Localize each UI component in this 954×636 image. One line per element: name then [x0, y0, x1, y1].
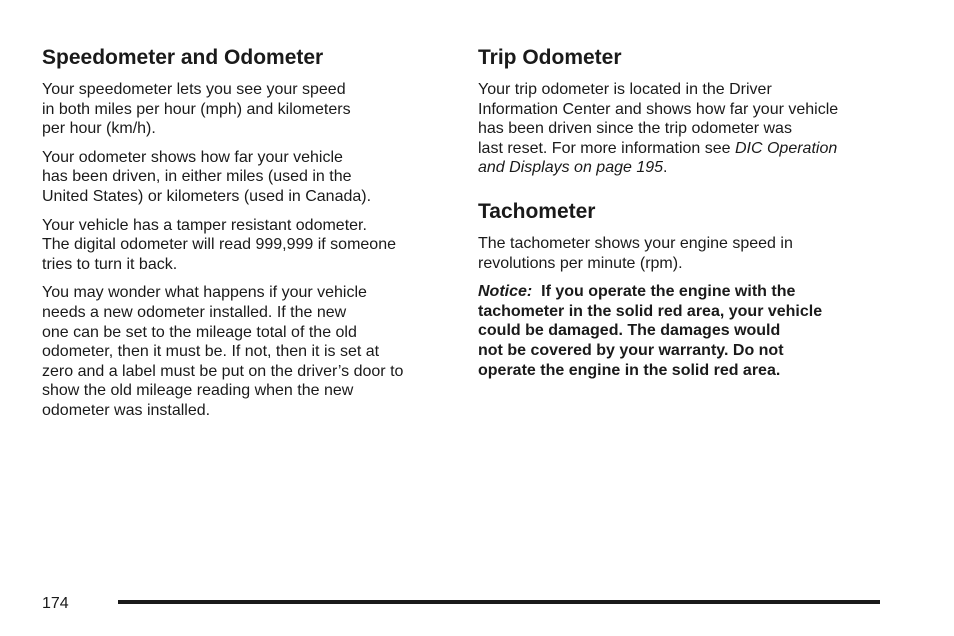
- notice-paragraph: [478, 282, 888, 380]
- speedometer-paragraph: [42, 80, 452, 139]
- text-line: Your trip odometer is located in the Driver: [478, 81, 772, 98]
- text-line: needs a new odometer installed. If the new: [42, 303, 347, 321]
- text-line: one can be set to the mileage total of the old: [42, 323, 357, 341]
- text-line: zero and a label must be put on the driver’s door to: [42, 362, 404, 380]
- footer-rule: [118, 600, 880, 604]
- left-column: [42, 44, 452, 430]
- odometer-paragraph: [42, 148, 452, 207]
- text-line: [478, 282, 888, 302]
- tachometer-heading: Tachometer: [478, 199, 596, 223]
- text-line: has been driven since the trip odometer was: [478, 120, 792, 138]
- text-line: The digital odometer will read 999,999 if someone: [42, 236, 396, 254]
- dic-reference-link: DIC Operation: [734, 139, 838, 157]
- text-line: [478, 158, 888, 178]
- text-line: Your vehicle has a tamper resistant odometer.: [42, 216, 367, 234]
- text-line: odometer, then it must be. If not, then it is set at: [42, 343, 380, 361]
- speedometer-odometer-heading: Speedometer and Odometer: [42, 46, 324, 69]
- trip-odometer-heading: Trip Odometer: [478, 46, 622, 69]
- text-line: in both miles per hour (mph) and kilometers: [42, 100, 351, 118]
- text-line: [478, 139, 888, 159]
- trip-odometer-paragraph: [478, 80, 888, 178]
- text-line: Your speedometer lets you see your speed: [42, 81, 346, 98]
- text-line: show the old mileage reading when the new: [42, 382, 354, 400]
- tamper-resistant-paragraph: [42, 216, 452, 275]
- text-line: You may wonder what happens if your vehicle: [42, 284, 367, 302]
- text-line: has been driven, in either miles (used in the: [42, 168, 352, 186]
- right-column: [478, 44, 888, 389]
- text-fragment: .: [663, 159, 668, 177]
- text-line: operate the engine in the solid red area.: [478, 361, 781, 379]
- text-line: per hour (km/h).: [42, 120, 156, 138]
- new-odometer-paragraph: [42, 283, 452, 420]
- text-fragment: last reset. For more information see: [478, 139, 735, 157]
- text-line: Your odometer shows how far your vehicle: [42, 148, 343, 166]
- text-line: tries to turn it back.: [42, 255, 178, 273]
- text-line: odometer was installed.: [42, 401, 211, 419]
- text-line: tachometer in the solid red area, your vehicle: [478, 302, 823, 320]
- dic-reference-link: and Displays on page 195: [478, 159, 664, 177]
- text-line: United States) or kilometers (used in Canada).: [42, 187, 372, 205]
- notice-label: Notice:: [478, 283, 533, 301]
- text-line: revolutions per minute (rpm).: [478, 254, 683, 272]
- text-line: could be damaged. The damages would: [478, 322, 781, 340]
- tachometer-paragraph: [478, 234, 888, 273]
- text-line: Information Center and shows how far your vehicle: [478, 100, 839, 118]
- text-fragment: If you operate the engine with the: [541, 283, 796, 301]
- text-line: not be covered by your warranty. Do not: [478, 341, 784, 359]
- page-number: 174: [42, 595, 69, 612]
- text-line: The tachometer shows your engine speed in: [478, 234, 793, 252]
